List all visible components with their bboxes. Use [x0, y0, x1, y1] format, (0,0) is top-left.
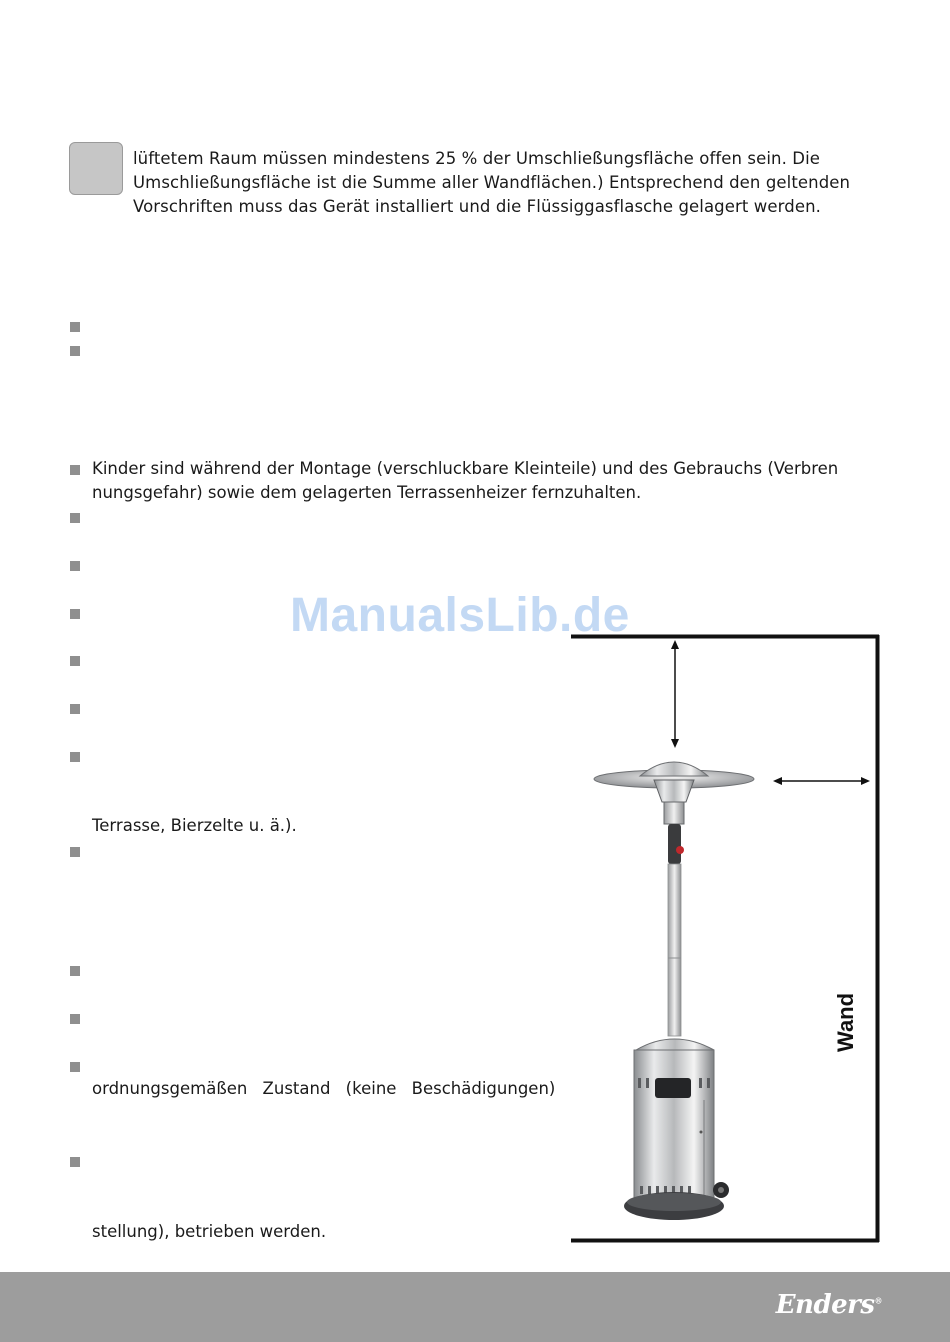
bullet-square-icon	[70, 1062, 80, 1072]
bullet-text-children-cont: nungsgefahr) sowie dem gelagerten Terrassenheizer fernzuhalten.	[92, 483, 642, 502]
bullet-text-terrace: Terrasse, Bierzelte u. ä.).	[92, 816, 297, 835]
bullet-square-icon	[70, 322, 80, 332]
intro-line: Vorschriften muss das Gerät installiert und die Flüssiggasflasche gelagert werden.	[133, 197, 821, 216]
intro-line: lüftetem Raum müssen mindestens 25 % der Umschließungsfläche offen sein. Die	[133, 149, 821, 168]
heater-clearance-figure	[568, 630, 888, 1250]
wall-outline	[571, 635, 879, 1242]
section-marker-box	[69, 142, 123, 195]
enders-logo	[776, 1290, 882, 1320]
horizontal-clearance-arrow	[773, 777, 870, 785]
bullet-square-icon	[70, 847, 80, 857]
bullet-square-icon	[70, 704, 80, 714]
bullet-square-icon	[70, 513, 80, 523]
brand-name: Enders	[775, 1290, 875, 1320]
bullet-square-icon	[70, 966, 80, 976]
bullet-text-condition: ordnungsgemäßen Zustand (keine Beschädigungen)	[92, 1079, 556, 1098]
bullet-square-icon	[70, 1157, 80, 1167]
registered-mark: ®	[874, 1295, 882, 1306]
watermark-text: ManualsLib.de	[290, 589, 630, 642]
bullet-text-operation: stellung), betrieben werden.	[92, 1222, 327, 1241]
heater-clearance-diagram	[568, 630, 888, 1250]
intro-line: Umschließungsfläche ist die Summe aller Wandflächen.) Entsprechend den geltenden	[133, 173, 851, 192]
bullet-square-icon	[70, 656, 80, 666]
vertical-clearance-arrow	[671, 640, 679, 748]
bullet-square-icon	[70, 561, 80, 571]
intro-paragraph	[133, 147, 893, 219]
wall-label: Wand	[833, 992, 858, 1052]
bullet-text-children: Kinder sind während der Montage (verschluckbare Kleinteile) und des Gebrauchs (Verbren	[92, 459, 839, 478]
bullet-square-icon	[70, 1014, 80, 1024]
page-footer	[0, 1272, 950, 1342]
bullet-square-icon	[70, 346, 80, 356]
bullet-square-icon	[70, 752, 80, 762]
patio-heater-icon	[594, 762, 754, 1220]
bullet-square-icon	[70, 465, 80, 475]
bullet-square-icon	[70, 609, 80, 619]
